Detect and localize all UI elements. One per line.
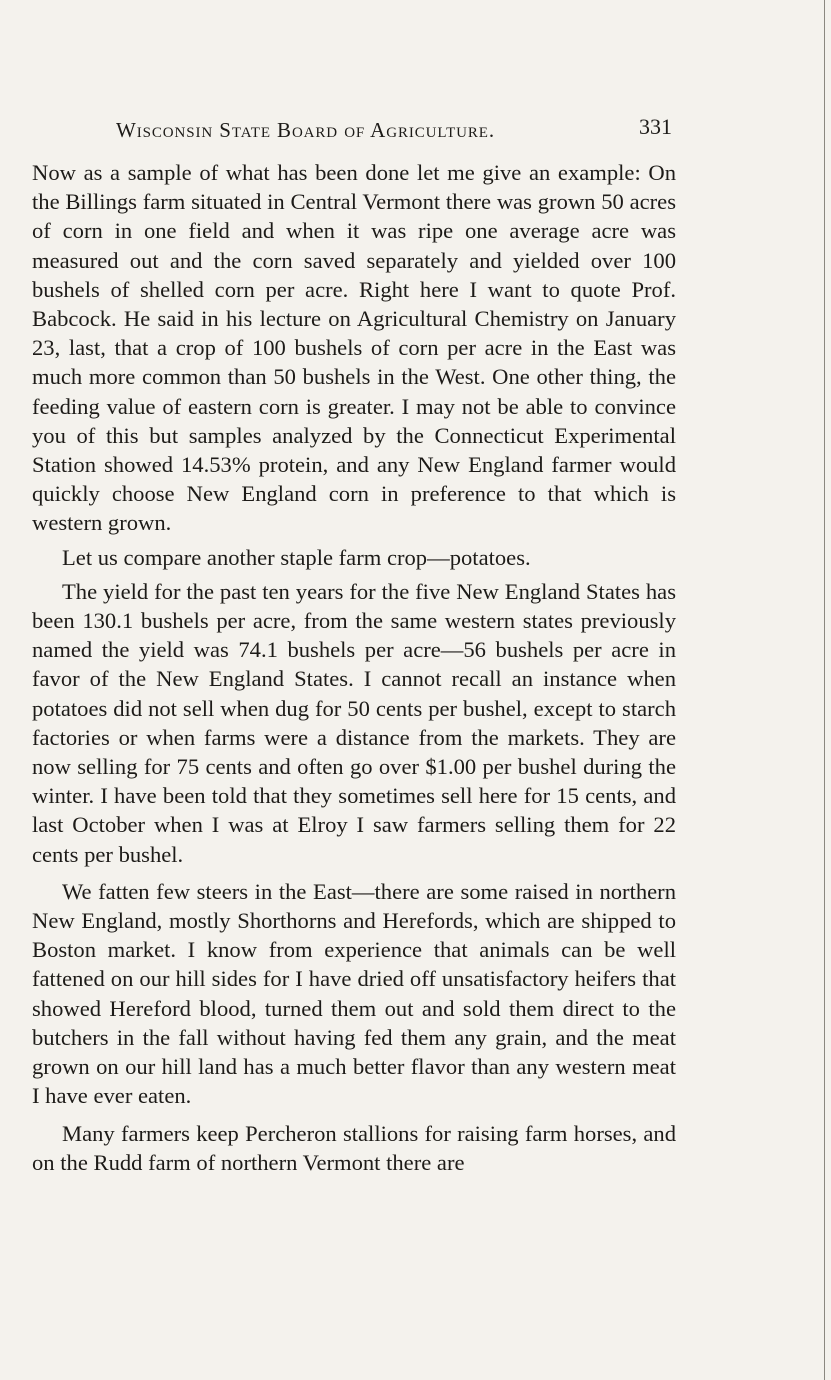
paragraph-percheron: Many farmers keep Percheron stallions for raising farm horses, and on the Rudd farm of northern Vermont there are: [32, 1120, 676, 1175]
page-edge-line: [824, 0, 825, 1380]
running-head: Wisconsin State Board of Agriculture.: [116, 118, 495, 142]
paragraph-steers: We fatten few steers in the East—there are some raised in northern New England, mostly Shorthorns and Herefords, which are shipped to Boston market. I know from experience that animals can be well fattened on our hill sides for I have dried off unsatisfactory heifers that showed Hereford blood, turned them out and sold them direct to the butchers in the fall without having fed them any grain, and the meat grown on our hill land has a much better flavor than any western meat I have ever eaten.: [32, 878, 676, 1109]
page-number: 331: [639, 114, 672, 139]
page-header: [116, 114, 672, 148]
paragraph-potatoes-intro: Let us compare another staple farm crop—potatoes.: [62, 544, 531, 570]
paragraph-potato-yield: The yield for the past ten years for the five New England States has been 130.1 bushels per acre, from the same western states previously named the yield was 74.1 bushels per acre—56 bushels per acre in favor of the New England States. I cannot recall an instance when potatoes did not sell when dug for 50 cents per bushel, except to starch factories or when farms were a distance from the markets. They are now selling for 75 cents and often go over $1.00 per bushel during the winter. I have been told that they sometimes sell here for 15 cents, and last October when I was at Elroy I saw farmers selling them for 22 cents per bushel.: [32, 578, 676, 867]
paragraph-corn-example: Now as a sample of what has been done let me give an example: On the Billings farm situated in Central Vermont there was grown 50 acres of corn in one field and when it was ripe one average acre was measured out and the corn saved separately and yielded over 100 bushels of shelled corn per acre. Right here I want to quote Prof. Babcock. He said in his lecture on Agricultural Chemistry on January 23, last, that a crop of 100 bushels of corn per acre in the East was much more common than 50 bushels in the West. One other thing, the feeding value of eastern corn is greater. I may not be able to convince you of this but samples analyzed by the Connecticut Experimental Station showed 14.53% protein, and any New England farmer would quickly choose New England corn in preference to that which is western grown.: [32, 160, 676, 536]
body-text: [32, 158, 676, 1177]
